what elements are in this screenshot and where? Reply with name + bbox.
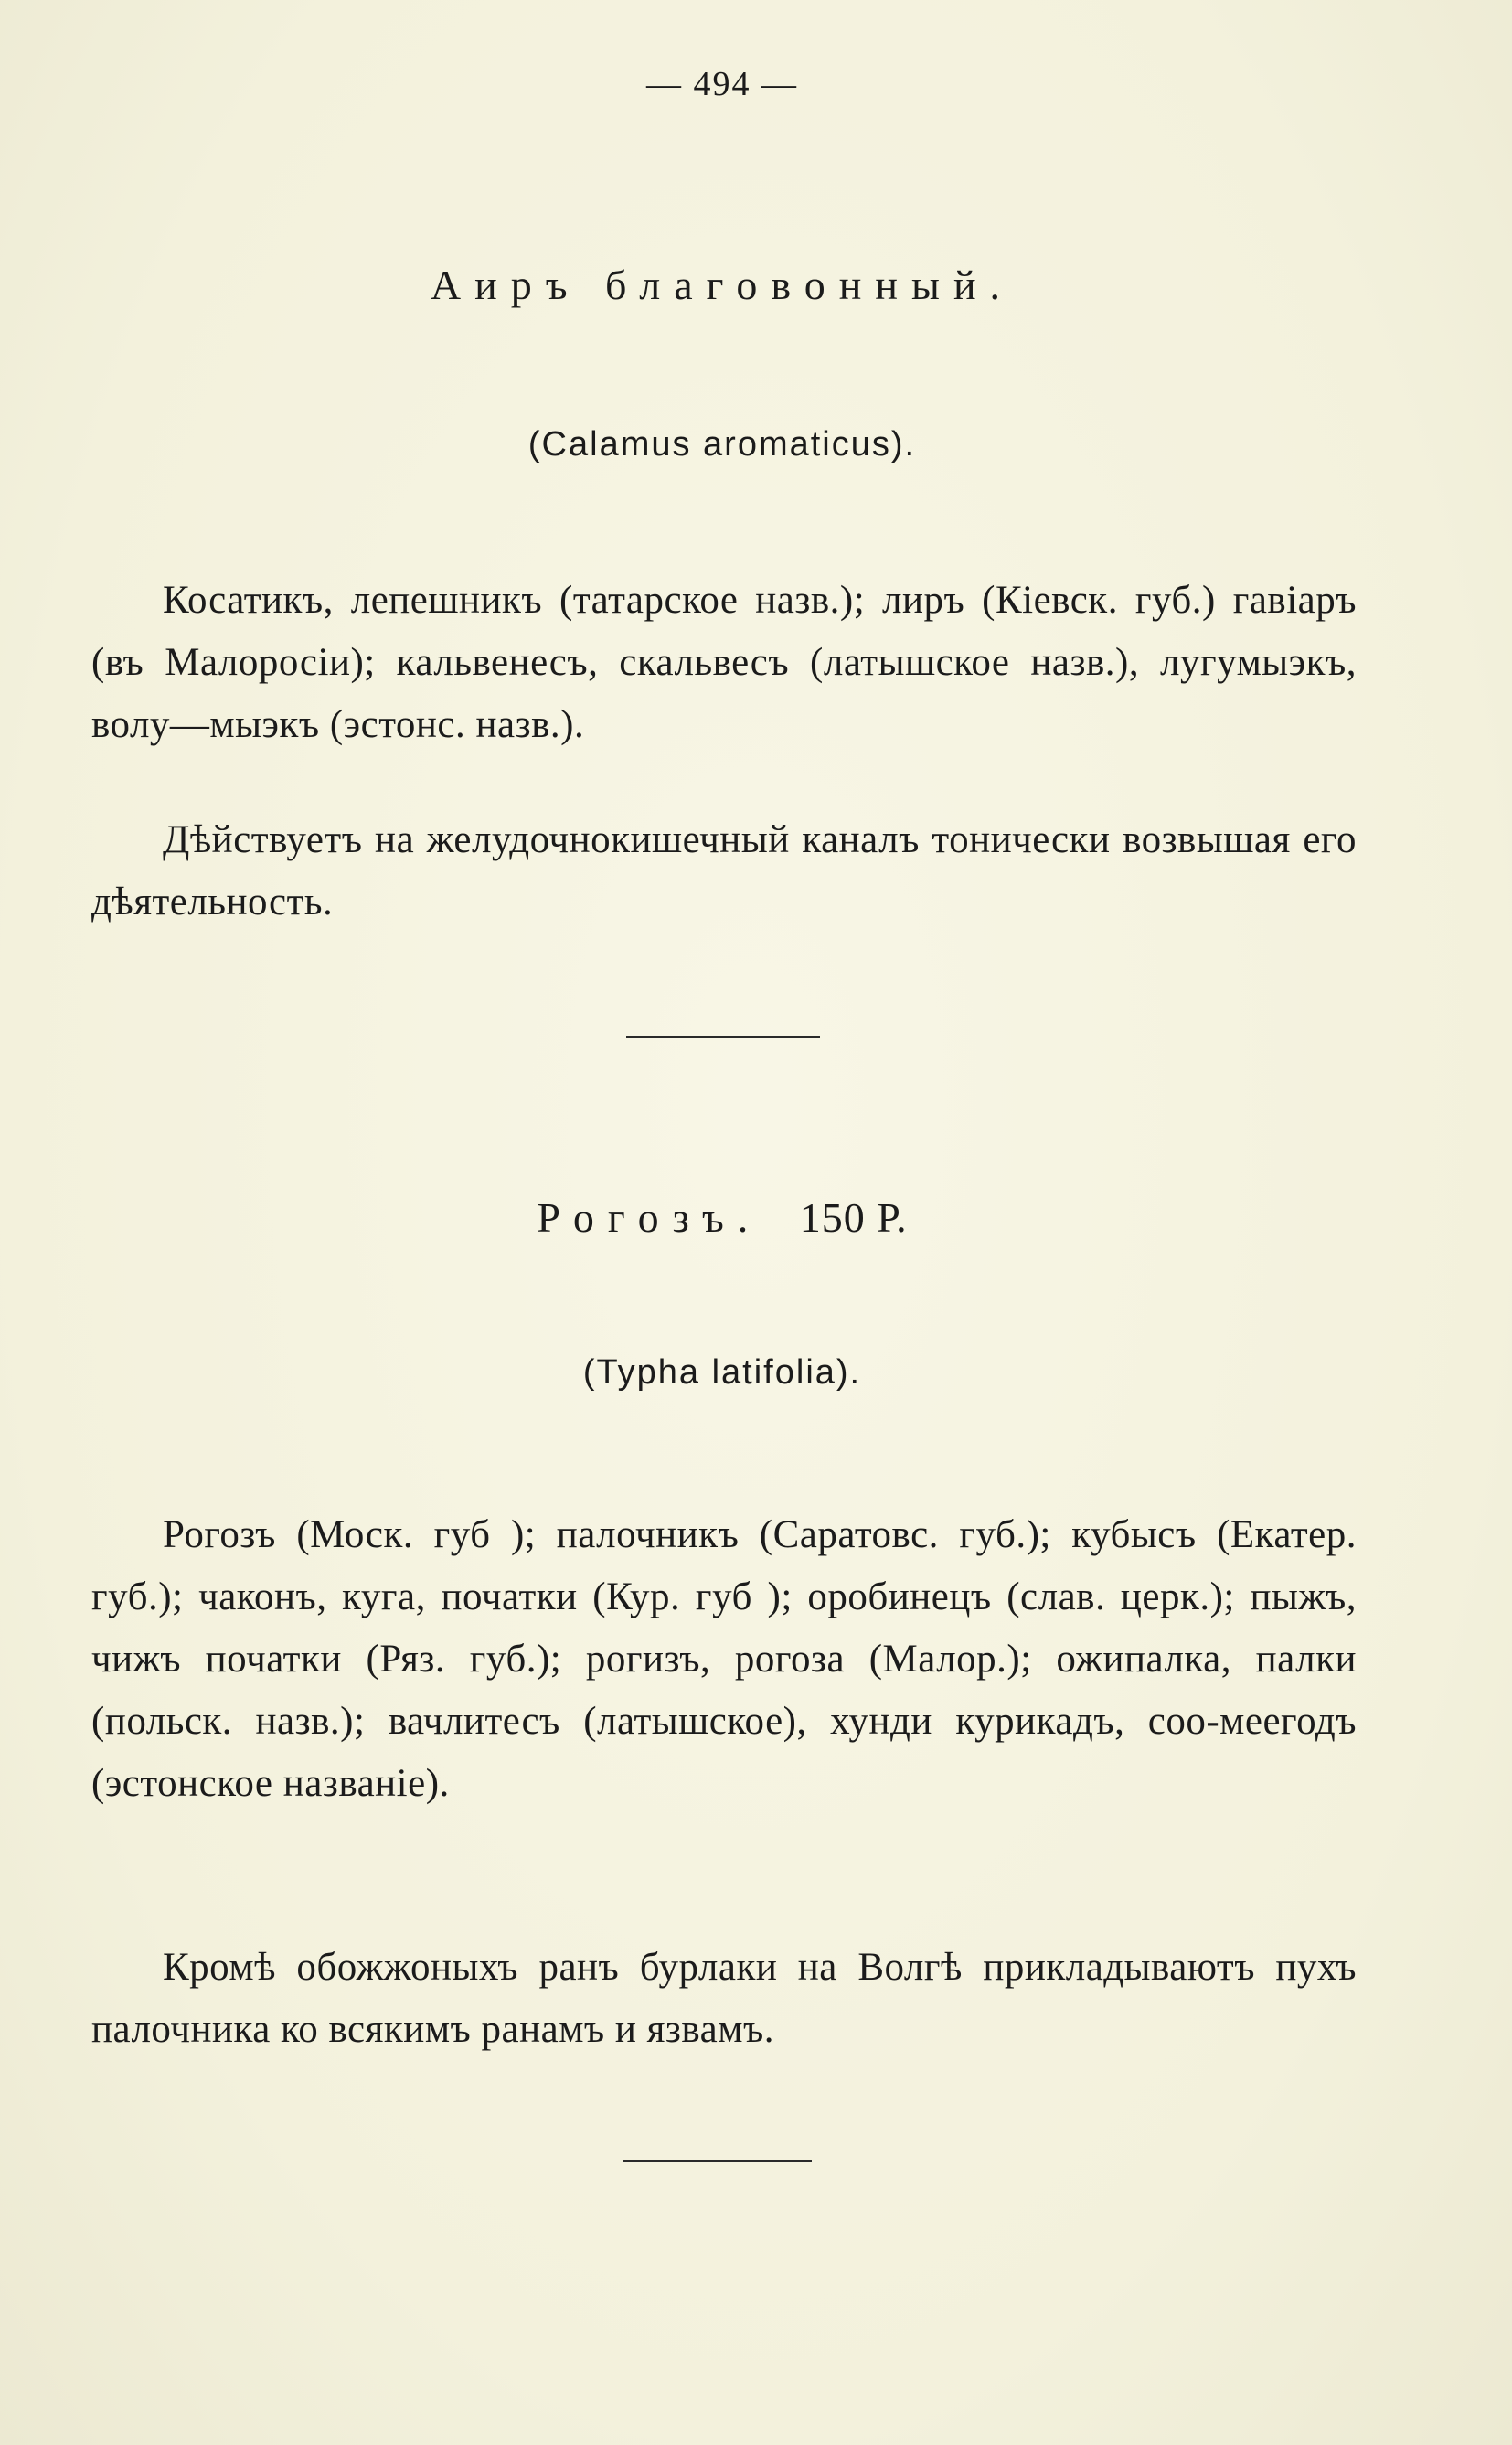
latin-name-calamus: (Calamus aromaticus). [527, 425, 917, 464]
end-divider [623, 2160, 812, 2162]
paragraph-typha-names: Рогозъ (Моск. губ ); палочникъ (Саратовс. губ.); кубысъ (Екатер. губ.); чаконъ, куга, початки (Кур. губ ); оробинецъ (слав. церк.); пыжъ, чижъ початки (Ряз. губ.); рогизъ, рогоза (Малор.); ожипалка, палки (польск. назв.); вачлитесъ (латышское), хунди курикадъ, соо-меегодъ (эстонское названіе). [91, 1513, 1357, 1805]
section-title-typha [0, 1193, 1444, 1242]
section-title-typha-name: Рогозъ. [537, 1194, 762, 1241]
latin-name-typha: (Typha latifolia). [582, 1353, 862, 1392]
page-number: — 494 — [646, 65, 798, 103]
section-title-calamus: Аиръ благовонный. [430, 262, 1015, 308]
section-divider [626, 1036, 820, 1038]
section-title-typha-ref: 150 Р. [799, 1194, 908, 1241]
paragraph-calamus-action: Дѣйствуетъ на желудочнокишечный каналъ тонически возвышая его дѣятельность. [91, 818, 1357, 924]
paragraph-typha-use: Кромѣ обожжоныхъ ранъ бурлаки на Волгѣ прикладываютъ пухъ палочника ко всякимъ ранамъ и язвамъ. [91, 1946, 1357, 2051]
paragraph-calamus-names: Косатикъ, лепешникъ (татарское назв.); лиръ (Кіевск. губ.) гавіаръ (въ Малоросіи); кальвенесъ, скальвесъ (латышское назв.), лугумыэкъ, волу—мыэкъ (эстонс. назв.). [91, 579, 1357, 746]
